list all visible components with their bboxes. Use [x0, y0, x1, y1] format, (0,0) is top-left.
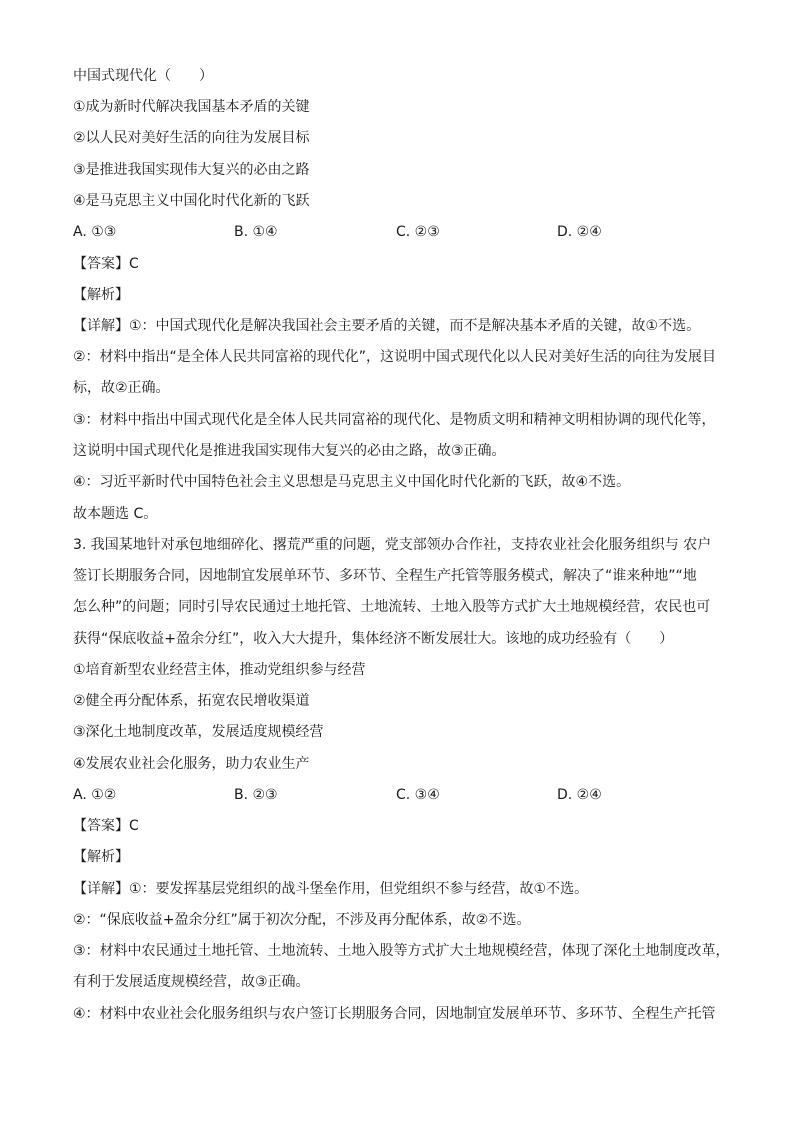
question-stem-line: 获得“保底收益+盈余分红”，收入大大提升，集体经济不断发展壮大。该地的成功经验有（ ）: [73, 631, 674, 647]
detail-line: ②：材料中指出“是全体人民共同富裕的现代化”，这说明中国式现代化以人民对美好生活的向往为发展目: [73, 349, 717, 365]
question-stem-line: 3. 我国某地针对承包地细碎化、撂荒严重的问题，党支部领办合作社，支持农业社会化服务组织与 农户: [73, 537, 712, 553]
option-a: A. ①②: [73, 787, 117, 803]
detail-line: 标，故②正确。: [73, 380, 170, 396]
choice-item: ④是马克思主义中国化时代化新的飞跃: [73, 193, 310, 209]
choice-item: ③深化土地制度改革，发展适度规模经营: [73, 724, 324, 740]
analysis-label: 【解析】: [73, 849, 129, 865]
detail-line: ②：“保底收益+盈余分红”属于初次分配，不涉及再分配体系，故②不选。: [73, 912, 531, 928]
detail-line: 这说明中国式现代化是推进我国实现伟大复兴的必由之路，故③正确。: [73, 443, 506, 459]
detail-line: 【详解】①：中国式现代化是解决我国社会主要矛盾的关键，而不是解决基本矛盾的关键，故①不选。: [73, 318, 701, 334]
option-b: B. ②③: [234, 787, 278, 803]
choice-item: ③是推进我国实现伟大复兴的必由之路: [73, 162, 310, 178]
option-c: C. ②③: [396, 224, 440, 240]
option-d: D. ②④: [557, 787, 602, 803]
detail-line: ③：材料中指出中国式现代化是全体人民共同富裕的现代化、是物质文明和精神文明相协调的现代化等，: [73, 412, 716, 428]
detail-line: ④：材料中农业社会化服务组织与农户签订长期服务合同，因地制宜发展单环节、多环节、全程生产托管: [73, 1006, 716, 1022]
answer-label: 【答案】C: [73, 818, 139, 834]
choice-item: ①培育新型农业经营主体，推动党组织参与经营: [73, 662, 366, 678]
choice-item: ①成为新时代解决我国基本矛盾的关键: [73, 99, 310, 115]
detail-line: 【详解】①：要发挥基层党组织的战斗堡垒作用，但党组织不参与经营，故①不选。: [73, 881, 589, 897]
choice-item: ②健全再分配体系，拓宽农民增收渠道: [73, 693, 310, 709]
option-b: B. ①④: [234, 224, 278, 240]
detail-line: ④：习近平新时代中国特色社会主义思想是马克思主义中国化时代化新的飞跃，故④不选。: [73, 474, 631, 490]
choice-item: ④发展农业社会化服务，助力农业生产: [73, 756, 310, 772]
choice-item: ②以人民对美好生活的向往为发展目标: [73, 130, 310, 146]
analysis-label: 【解析】: [73, 287, 129, 303]
question-stem: 中国式现代化（ ）: [73, 68, 213, 84]
answer-label: 【答案】C: [73, 256, 139, 272]
detail-line: ③：材料中农民通过土地托管、土地流转、土地入股等方式扩大土地规模经营，体现了深化土地制度改革，: [73, 943, 730, 959]
detail-line: 有利于发展适度规模经营，故③正确。: [73, 974, 310, 990]
conclusion-line: 故本题选 C。: [73, 506, 158, 522]
question-stem-line: 怎么种”的问题；同时引导农民通过土地托管、土地流转、土地入股等方式扩大土地规模经营，农民也可: [73, 599, 711, 615]
option-a: A. ①③: [73, 224, 117, 240]
option-c: C. ③④: [396, 787, 440, 803]
option-d: D. ②④: [557, 224, 602, 240]
question-stem-line: 签订长期服务合同，因地制宜发展单环节、多环节、全程生产托管等服务模式，解决了“谁来种地”“地: [73, 568, 697, 584]
